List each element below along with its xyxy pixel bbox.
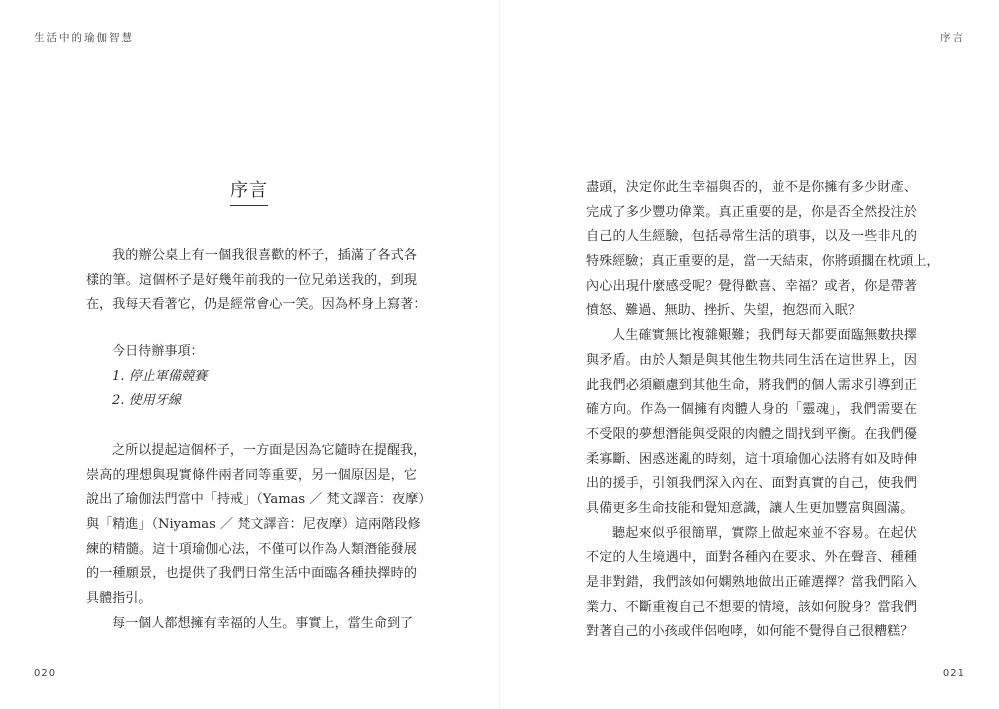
left-paragraph-1: [86, 244, 427, 318]
text-line: 柔寡斷、困惑迷亂的時刻，這十項瑜伽心法將有如及時伸: [586, 451, 917, 467]
text-line: 憤怒、難過、無助、挫折、失望，抱怨而入眠？: [586, 303, 861, 319]
text-line: 此我們必須顧慮到其他生命，將我們的個人需求引導到正: [586, 377, 917, 393]
text-line: 自己的人生經驗，包括尋常生活的瑣事，以及一些非凡的: [586, 229, 917, 245]
todo-item: 2. 使用牙線: [112, 393, 182, 409]
text-line: 之所以提起這個杯子，一方面是因為它隨時在提醒我，: [112, 443, 427, 458]
right-paragraphs: [586, 176, 940, 645]
todo-list: [112, 340, 412, 414]
text-line: 特殊經驗；真正重要的是，當一天結束，你將頭擱在枕頭上，: [586, 254, 940, 270]
text-line: 是非對錯，我們該如何嫻熟地做出正確選擇？當我們陷入: [586, 575, 917, 590]
text-line: 在，我每天看著它，仍是經常會心一笑。因為杯身上寫著：: [86, 297, 427, 313]
running-head-section-title: 序言: [940, 32, 965, 44]
text-line: 人生確實無比複雜艱難；我們每天都要面臨無數抉擇: [612, 328, 917, 344]
text-line: 我的辦公桌上有一個我很喜歡的杯子，插滿了各式各: [112, 248, 417, 263]
page-number-right: 021: [942, 668, 965, 679]
text-line: 具體指引。: [86, 591, 152, 607]
text-line: 與「精進」（Niyamas ／ 梵文譯音：尼夜摩）這兩階段修: [86, 517, 421, 533]
text-line: 確方向。作為一個擁有肉體人身的「靈魂」，我們需要在: [586, 402, 917, 418]
text-line: 盡頭，決定你此生幸福與否的，並不是你擁有多少財產、: [586, 180, 917, 195]
text-line: 不定的人生境遇中，面對各種內在要求、外在聲音、種種: [586, 550, 917, 566]
todo-heading: 今日待辦事項：: [112, 344, 204, 359]
todo-item: 1. 停止軍備競賽: [112, 368, 208, 384]
text-line: 具備更多生命技能和覺知意識，讓人生更加豐富與圓滿。: [586, 500, 914, 516]
text-line: 說出了瑜伽法門當中「持戒」（Yamas ／ 梵文譯音：夜摩）: [86, 492, 432, 508]
text-line: 內心出現什麼感受呢？覺得歡喜、幸福？或者，你是帶著: [586, 278, 917, 294]
page-number-left: 020: [34, 668, 57, 679]
text-line: 樣的筆。這個杯子是好幾年前我的一位兄弟送我的，到現: [86, 272, 417, 288]
text-line: 完成了多少豐功偉業。真正重要的是，你是否全然投注於: [586, 204, 917, 220]
text-line: 每一個人都想擁有幸福的人生。事實上，當生命到了: [112, 615, 414, 631]
running-head-book-title: 生活中的瑜伽智慧: [34, 32, 134, 44]
text-line: 與矛盾。由於人類是與其他生物共同生活在這世界上，因: [586, 352, 917, 368]
text-line: 的一種願景，也提供了我們日常生活中面臨各種抉擇時的: [86, 566, 417, 582]
chapter-title: 序言: [230, 176, 268, 206]
text-line: 聽起來似乎很簡單，實際上做起來並不容易。在起伏: [612, 525, 917, 541]
text-line: 業力、不斷重複自己不想要的情境，該如何脫身？當我們: [586, 599, 917, 615]
text-line: 對著自己的小孩或伴侶咆哮，如何能不覺得自己很糟糕？: [586, 624, 914, 640]
text-line: 不受限的夢想潛能與受限的肉體之間找到平衡。在我們優: [586, 426, 917, 442]
text-line: 崇高的理想與現實條件兩者同等重要，另一個原因是，它: [86, 467, 417, 483]
text-line: 練的精髓。這十項瑜伽心法，不僅可以作為人類潛能發展: [86, 541, 417, 557]
left-page: [0, 0, 499, 709]
left-paragraph-2: [86, 439, 432, 637]
text-line: 出的援手，引領我們深入內在、面對真實的自己，使我們: [586, 476, 917, 492]
